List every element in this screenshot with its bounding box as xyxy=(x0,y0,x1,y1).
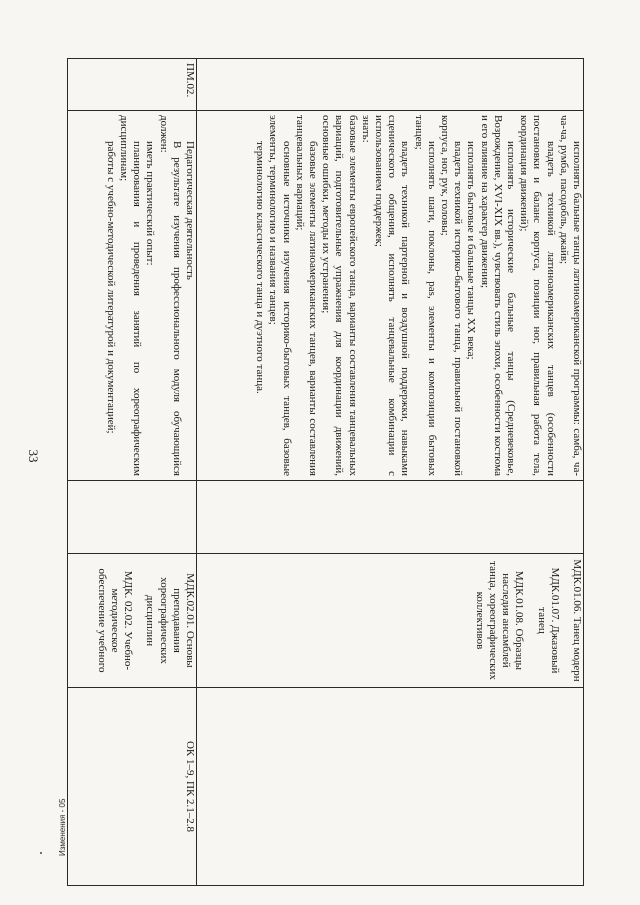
table-row-continued xyxy=(197,59,584,886)
description-line: планирования и проведения занятий по хореографическим дисциплинам; xyxy=(117,115,144,476)
module-code-cell: ПМ.02. xyxy=(68,59,197,111)
description-line: исполнять бытовые и бальные танцы XX века; xyxy=(465,141,478,360)
mdk-entry: МДК.01.06. Танец модерн xyxy=(571,559,583,682)
description-line: знать: xyxy=(359,115,372,143)
description-line: владеть техникой партерной и воздушной поддержки, навыками сценического общения, исполнять танцевальные комбинации с использованием поддержек; xyxy=(372,115,412,476)
description-line: базовые элементы европейского танца, варианты составления танцевальных вариаций, подготовительные упражнения для координации движений, основные ошибки, методы их устранения; xyxy=(320,115,359,476)
empty-cell xyxy=(197,481,584,554)
curriculum-table xyxy=(67,58,584,886)
scan-mark xyxy=(40,852,42,854)
description-line: иметь практический опыт: xyxy=(144,141,157,266)
description-line: исполнять исторические бальные танцы (Средневековье, Возрождение, XVI-XIX вв.), чувствовать стиль эпохи, особенности костюма и его влияние на характер движения; xyxy=(478,115,517,476)
mdk-cell xyxy=(68,554,197,688)
mdk-entry: МДК.01.08. Образцы наследия ансамблей танца, хореографических коллективов xyxy=(473,561,526,680)
description-line: исполнять бальные танцы латиноамериканской программы: самба, ча-ча-ча, румба, пасодобль, джайв; xyxy=(557,115,583,476)
module-code-cell xyxy=(197,59,584,111)
mdk-entry: МДК. 02.02. Учебно-методическое обеспечение учебного xyxy=(95,568,135,673)
description-cell xyxy=(197,111,584,481)
description-line: владеть техникой историко-бытового танца, правильной постановкой корпуса, ног, рук, головы; xyxy=(438,115,465,476)
mdk-cell xyxy=(197,554,584,688)
footer-note: Изменения - 05 xyxy=(58,798,67,856)
empty-cell xyxy=(68,481,197,554)
description-cell xyxy=(68,111,197,481)
table-row-pm02 xyxy=(68,59,197,886)
description-line: Педагогическая деятельность xyxy=(184,141,196,280)
description-line: В результате изучения профессионального модуля обучающийся должен: xyxy=(157,115,183,476)
mdk-entry: МДК.01.07. Джазовый танец xyxy=(535,567,561,674)
competencies-cell xyxy=(197,688,584,886)
description-line: исполнять шаги, поклоны, pas, элементы и композиции бытовых танцев; xyxy=(412,115,438,476)
description-line: владеть техникой латиноамериканских танцев (особенности постановки и баланс корпуса, позиции ног, правильная работа тела, координация движений); xyxy=(518,115,557,476)
page-number: 33 xyxy=(26,449,41,463)
competencies-cell: ОК 1–9, ПК 2.1–2.8 xyxy=(68,688,197,886)
description-line: терминологию классического танца и дуэтного танца. xyxy=(254,141,267,394)
description-line: работы с учебно-методической литературой и документацией; xyxy=(104,141,117,434)
description-line: основные источники изучения историко-бытовых танцев, базовые элементы, терминологию и названия танцев; xyxy=(267,115,293,476)
description-line: базовые элементы латиноамериканских танцев, варианты составления танцевальных вариаций; xyxy=(293,115,319,476)
rotated-page-content xyxy=(67,58,584,885)
mdk-entry: МДК.02.01. Основы преподавания хореографических дисциплин xyxy=(144,573,196,668)
